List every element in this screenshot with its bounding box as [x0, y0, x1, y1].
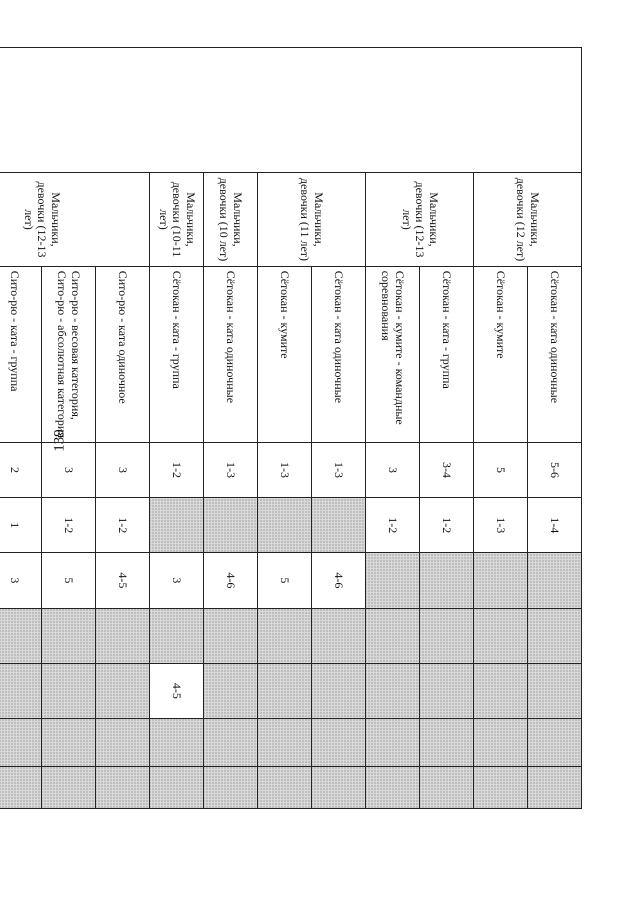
place-cell	[0, 718, 42, 766]
place-cell: 1-2	[96, 498, 150, 553]
place-cell: 3-4	[420, 442, 474, 497]
place-cell	[528, 553, 582, 608]
age-group-cell: Мальчики, девочки (11 лет)	[258, 173, 366, 266]
place-cell: 1	[0, 498, 42, 553]
place-cell: 3	[0, 553, 42, 608]
event-cell: Сётокан - кумите	[258, 266, 312, 442]
place-cell	[204, 718, 258, 766]
place-cell: 3	[42, 442, 96, 497]
place-cell: 1-2	[42, 498, 96, 553]
place-cell	[258, 498, 312, 553]
place-cell	[96, 766, 150, 808]
place-cell: 5	[258, 553, 312, 608]
place-cell: 4-5	[150, 663, 204, 718]
event-cell: Сётокан - ката одиночные	[204, 266, 258, 442]
place-cell	[42, 608, 96, 663]
place-cell	[528, 608, 582, 663]
event-cell: Сито-рю - весовая категория, Сито-рю - абсолютная категория	[42, 266, 96, 442]
event-cell: Сётокан - кумите	[474, 266, 528, 442]
place-cell: 1-3	[312, 442, 366, 497]
place-cell: 1-3	[258, 442, 312, 497]
place-cell: 4-6	[204, 553, 258, 608]
age-group-cell: Мальчики, девочки (12 лет)	[474, 173, 582, 266]
place-cell	[42, 718, 96, 766]
place-cell	[204, 663, 258, 718]
place-cell	[474, 663, 528, 718]
place-cell: 3	[366, 442, 420, 497]
place-cell	[150, 608, 204, 663]
place-cell: 1-2	[150, 442, 204, 497]
place-cell: 3	[96, 442, 150, 497]
place-cell	[258, 663, 312, 718]
event-cell: Сито-рю - ката - группа	[0, 266, 42, 442]
page-number: 139	[51, 429, 68, 452]
place-cell	[204, 766, 258, 808]
place-cell: 5-6	[528, 442, 582, 497]
place-cell: 1-3	[474, 498, 528, 553]
place-cell	[366, 553, 420, 608]
place-cell	[528, 718, 582, 766]
place-cell: 1-4	[528, 498, 582, 553]
place-cell	[366, 608, 420, 663]
place-cell	[0, 766, 42, 808]
place-cell	[528, 766, 582, 808]
place-cell: 1-2	[366, 498, 420, 553]
place-cell	[204, 498, 258, 553]
place-cell	[420, 718, 474, 766]
place-cell	[0, 608, 42, 663]
place-cell	[474, 608, 528, 663]
event-cell: Сито-рю - ката одиночное	[96, 266, 150, 442]
age-group-cell: Мальчики, девочки (12-13 лет)	[0, 173, 150, 266]
place-cell: 5	[474, 442, 528, 497]
place-cell	[312, 663, 366, 718]
ranking-table	[0, 47, 582, 857]
place-cell: 1-2	[420, 498, 474, 553]
event-cell: Сётокан - ката - группа	[420, 266, 474, 442]
place-cell	[420, 766, 474, 808]
place-cell	[96, 608, 150, 663]
place-cell: 5	[42, 553, 96, 608]
place-cell	[420, 663, 474, 718]
place-cell	[42, 663, 96, 718]
place-cell	[474, 553, 528, 608]
place-cell	[420, 553, 474, 608]
event-cell: Сётокан - кумите - командные соревнования	[366, 266, 420, 442]
place-cell	[366, 766, 420, 808]
place-cell	[312, 498, 366, 553]
place-cell	[312, 608, 366, 663]
place-cell	[420, 608, 474, 663]
place-cell	[474, 766, 528, 808]
place-cell	[474, 718, 528, 766]
place-cell	[528, 663, 582, 718]
event-cell: Сётокан - ката одиночные	[528, 266, 582, 442]
place-cell	[366, 663, 420, 718]
place-cell: 1-3	[204, 442, 258, 497]
place-cell: 4-5	[96, 553, 150, 608]
blank-column	[0, 48, 582, 173]
table-row	[528, 48, 582, 857]
place-cell	[42, 766, 96, 808]
place-cell: 4-6	[312, 553, 366, 608]
place-cell	[312, 718, 366, 766]
place-cell: 2	[0, 442, 42, 497]
event-cell: Сётокан - ката - группа	[150, 266, 204, 442]
age-group-cell: Мальчики, девочки (10 лет)	[204, 173, 258, 266]
place-cell	[258, 718, 312, 766]
place-cell	[150, 498, 204, 553]
place-cell	[0, 663, 42, 718]
age-group-cell: Мальчики, девочки (12-13 лет)	[366, 173, 474, 266]
place-cell	[366, 718, 420, 766]
place-cell	[150, 766, 204, 808]
place-cell: 3	[150, 553, 204, 608]
place-cell	[96, 718, 150, 766]
place-cell	[96, 663, 150, 718]
place-cell	[312, 766, 366, 808]
place-cell	[204, 608, 258, 663]
place-cell	[150, 718, 204, 766]
place-cell	[258, 766, 312, 808]
place-cell	[258, 608, 312, 663]
event-cell: Сётокан - ката одиночные	[312, 266, 366, 442]
age-group-cell: Мальчики, девочки (10-11 лет)	[150, 173, 204, 266]
